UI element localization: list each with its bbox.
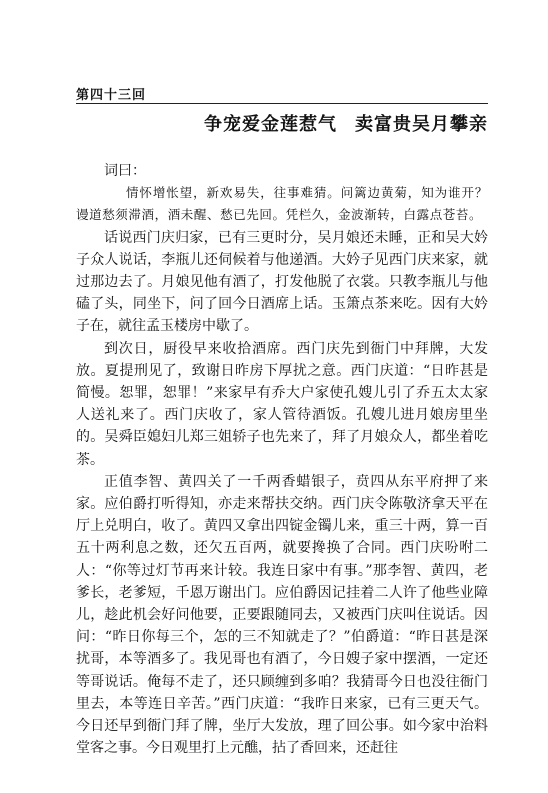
chapter-title-part1: 争宠爱金莲惹气 <box>204 114 337 135</box>
body-text <box>76 160 488 759</box>
chapter-title-part2: 卖富贵吴月攀亲 <box>355 114 488 135</box>
chapter-title <box>76 110 488 136</box>
verse: 情怀增怅望，新欢易失，往事难猜。问篱边黄菊，知为谁开？谩道愁须滞酒，酒未醒、愁已先回。凭栏久，金波渐转，白露点苍苔。 <box>76 185 488 223</box>
paragraph: 正值李智、黄四关了一千两香蜡银子，贲四从东平府押了来家。应伯爵打听得知，亦走来帮扶交纳。西门庆令陈敬济拿天平在厅上兑明白，收了。黄四又拿出四锭金镯儿来，重三十两，算一百五十两利息之数，还欠五百两，就要搀换了合同。西门庆吩咐二人：“你等过灯节再来计较。我连日家中有事。”那李智、黄四，老爹长，老爹短，千恩万谢出门。应伯爵因记挂着二人许了他些业障儿，趁此机会好问他要，正要跟随同去，又被西门庆叫住说话。因问：“昨日你每三个，怎的三不知就走了？”伯爵道：“昨日甚是深扰哥，本等酒多了。我见哥也有酒了，今日嫂子家中摆酒，一定还等哥说话。俺每不走了，还只顾缠到多咱？我猜哥今日也没往衙门里去，本等连日辛苦。”西门庆道：“我昨日来家，已有三更天气。今日还早到衙门拜了牌，坐厅大发放，理了回公事。如今家中治料堂客之事。今日观里打上元醮，拈了香回来，还赶往 <box>76 473 488 757</box>
ci-label: 词曰： <box>104 163 146 179</box>
header-rule <box>76 103 488 104</box>
chapter-number: 第四十三回 <box>76 88 147 103</box>
paragraph: 话说西门庆归家，已有三更时分，吴月娘还未睡，正和吴大妗子众人说话，李瓶儿还伺候着与他递酒。大妗子见西门庆来家，就过那边去了。月娘见他有酒了，打发他脱了衣裳。只教李瓶儿与他磕了头，同坐下，问了回今日酒席上话。玉箫点茶来吃。因有大妗子在，就往孟玉楼房中歇了。 <box>76 229 488 335</box>
paragraph: 到次日，厨役早来收拾酒席。西门庆先到衙门中拜牌，大发放。夏提刑见了，致谢日昨房下厚扰之意。西门庆道：“日昨甚是简慢。恕罪，恕罪！”来家早有乔大户家使孔嫂儿引了乔五太太家人送礼来了。西门庆收了，家人管待酒饭。孔嫂儿进月娘房里坐的。吴舜臣媳妇儿郑三姐轿子也先来了，拜了月娘众人，都坐着吃茶。 <box>76 340 488 468</box>
